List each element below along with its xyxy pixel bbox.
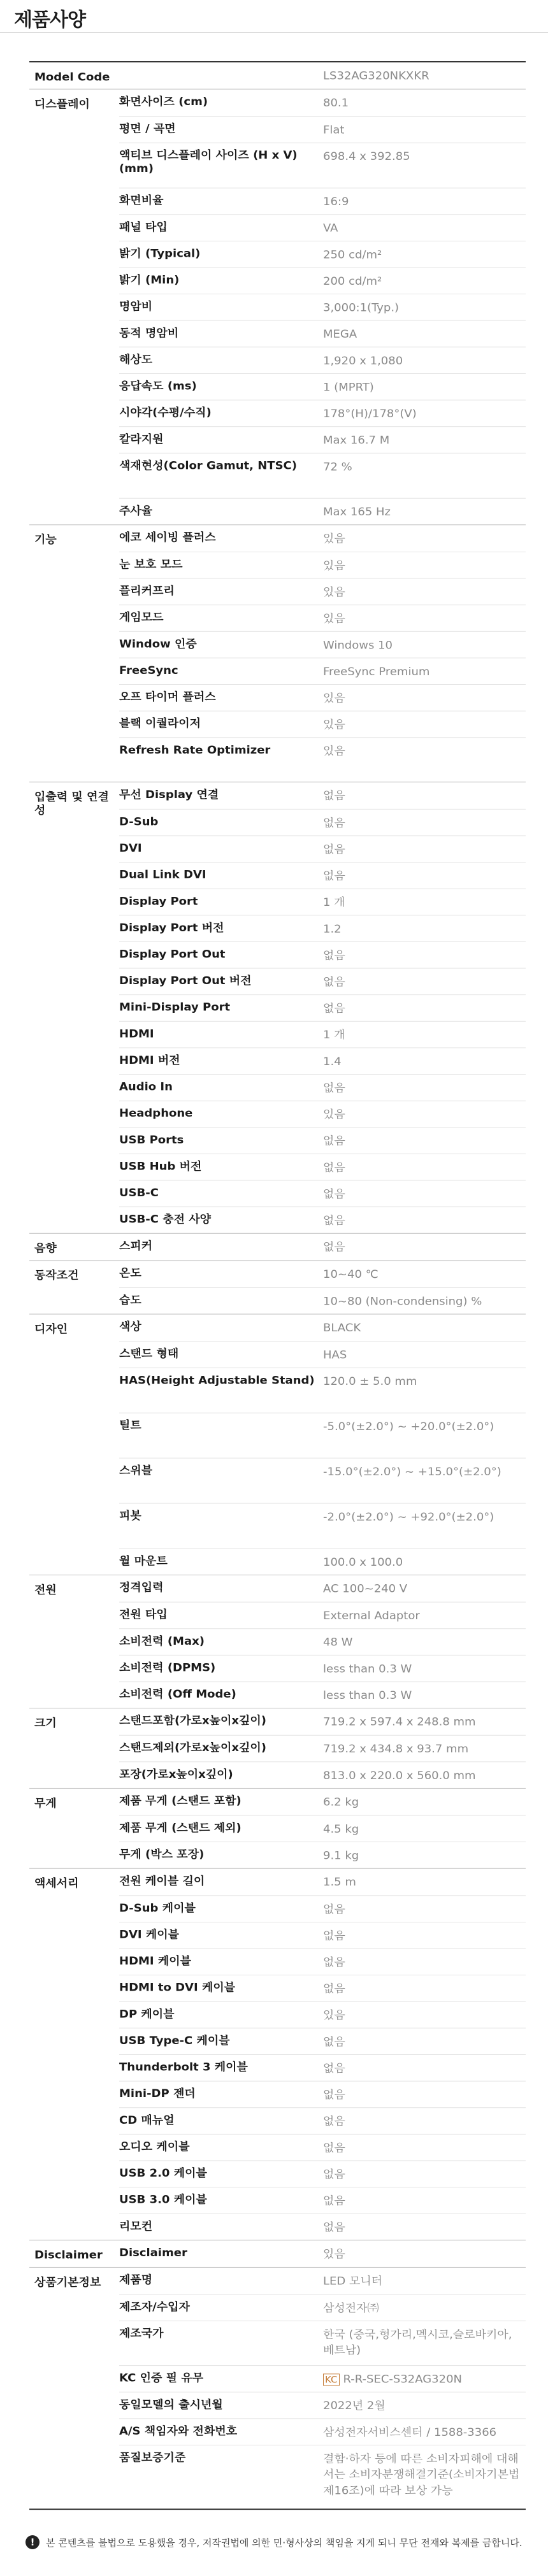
spec-category: 디자인 (34, 1323, 68, 1336)
spec-row (119, 62, 526, 89)
spec-row (119, 1735, 526, 1761)
spec-label: 시야각(수평/수직) (119, 406, 212, 419)
spec-row (119, 1154, 526, 1180)
spec-category: 무게 (34, 1796, 57, 1810)
spec-category: 상품기본정보 (34, 2275, 101, 2289)
spec-value: 719.2 x 597.4 x 248.8 mm (323, 1715, 476, 1728)
spec-category: 크기 (34, 1716, 57, 1729)
spec-label: USB Type-C 케이블 (119, 2034, 230, 2047)
spec-value: 결함·하자 등에 따른 소비자피해에 대해서는 소비자분쟁해결기준(소비자기본법 제16조)에 따라 보상 가능 (323, 2452, 520, 2497)
spec-value: 있음 (323, 585, 345, 599)
spec-label: Thunderbolt 3 케이블 (119, 2061, 248, 2073)
spec-label: USB 3.0 케이블 (119, 2193, 207, 2207)
spec-value: MEGA (323, 327, 357, 341)
spec-row (119, 657, 526, 684)
spec-row (119, 497, 526, 524)
spec-label: Display Port Out 버전 (119, 975, 252, 988)
spec-value: 없음 (323, 1956, 345, 1969)
spec-row (119, 1761, 526, 1788)
spec-row (119, 783, 526, 810)
spec-label: 주사율 (119, 504, 153, 517)
spec-group (29, 1575, 526, 1708)
spec-row (119, 1895, 526, 1922)
spec-row (119, 1708, 526, 1735)
spec-label: 스탠드제외(가로x높이x깊이) (119, 1741, 266, 1754)
spec-label: 정격입력 (119, 1581, 164, 1594)
spec-label: Disclaimer (119, 2246, 187, 2259)
spec-row (119, 995, 526, 1022)
spec-value: 698.4 x 392.85 (323, 150, 410, 163)
spec-label (119, 62, 323, 68)
spec-group (29, 2240, 526, 2267)
spec-row (119, 1127, 526, 1154)
spec-row (119, 889, 526, 915)
spec-value: 없음 (323, 949, 345, 962)
spec-value: 16:9 (323, 195, 349, 208)
spec-row (119, 2294, 526, 2321)
spec-row (119, 605, 526, 631)
spec-table (29, 61, 526, 2510)
spec-value: 있음 (323, 612, 345, 625)
spec-row (119, 1868, 526, 1895)
spec-label: 틸트 (119, 1419, 141, 1433)
spec-row (119, 1261, 526, 1288)
spec-label: 온도 (119, 1267, 141, 1280)
spec-row (119, 89, 526, 116)
spec-label: KC 인증 필 유무 (119, 2372, 204, 2385)
spec-label: DP 케이블 (119, 2007, 175, 2021)
spec-row (119, 836, 526, 862)
spec-row (119, 710, 526, 737)
spec-value: 없음 (323, 869, 345, 883)
spec-value: 삼성전자㈜ (323, 2301, 379, 2315)
spec-category: 동작조건 (34, 1269, 79, 1282)
spec-label: CD 매뉴얼 (119, 2114, 175, 2127)
spec-label: USB Hub 버전 (119, 1160, 202, 1173)
spec-row (119, 320, 526, 347)
spec-row (119, 294, 526, 320)
spec-value: 3,000:1(Typ.) (323, 301, 400, 315)
spec-group (29, 62, 526, 89)
spec-value: 있음 (323, 559, 345, 572)
spec-value: 1.5 m (323, 1875, 356, 1889)
spec-row (119, 1681, 526, 1708)
spec-label: Headphone (119, 1107, 193, 1120)
spec-value: 없음 (323, 2194, 345, 2207)
spec-label: A/S 책임자와 전화번호 (119, 2425, 238, 2438)
spec-label: 블랙 이퀄라이저 (119, 717, 201, 730)
spec-row (119, 809, 526, 836)
spec-label: 월 마운트 (119, 1554, 168, 1568)
spec-label: Window 인증 (119, 637, 197, 650)
spec-label: 전원 케이블 길이 (119, 1874, 205, 1887)
spec-value: LED 모니터 (323, 2274, 383, 2287)
spec-value: 10~40 ℃ (323, 1268, 379, 1281)
spec-label: 동적 명암비 (119, 326, 179, 340)
spec-value: 없음 (323, 1929, 345, 1942)
spec-row (119, 525, 526, 552)
spec-row (119, 2054, 526, 2081)
spec-value: HAS (323, 1349, 347, 1362)
spec-label: 밝기 (Typical) (119, 247, 201, 260)
spec-row (119, 1413, 526, 1458)
spec-value: less than 0.3 W (323, 1662, 412, 1675)
spec-label: 제품 무게 (스탠드 포함) (119, 1794, 242, 1807)
spec-row (119, 941, 526, 968)
spec-row (119, 1503, 526, 1548)
spec-label: 리모컨 (119, 2219, 153, 2233)
spec-group (29, 524, 526, 782)
spec-row (119, 2392, 526, 2419)
spec-label: 칼라지원 (119, 433, 164, 446)
spec-label: 평면 / 곡면 (119, 122, 176, 136)
spec-group (29, 1233, 526, 1261)
spec-row (119, 116, 526, 143)
kc-certification-icon: KC (323, 2374, 340, 2386)
spec-label: 제조국가 (119, 2327, 164, 2340)
spec-value: 없음 (323, 843, 345, 857)
spec-label: 제조자/수입자 (119, 2300, 190, 2314)
spec-label: 전원 타입 (119, 1608, 168, 1621)
spec-row (119, 241, 526, 268)
spec-value: 1 (MPRT) (323, 381, 374, 394)
spec-label: 화면비율 (119, 194, 164, 207)
spec-label: USB-C 충전 사양 (119, 1213, 212, 1226)
spec-value: 삼성전자서비스센터 / 1588-3366 (323, 2426, 497, 2439)
spec-row (119, 214, 526, 241)
spec-value: Flat (323, 124, 345, 137)
spec-value: less than 0.3 W (323, 1689, 412, 1702)
spec-row (119, 1628, 526, 1655)
spec-label: 소비전력 (Max) (119, 1635, 205, 1648)
spec-row (119, 1655, 526, 1682)
spec-row (119, 373, 526, 400)
spec-value: 4.5 kg (323, 1822, 359, 1836)
spec-value: 있음 (323, 2008, 345, 2022)
spec-row (119, 1922, 526, 1949)
spec-label: 스탠드 형태 (119, 1347, 179, 1361)
spec-row (119, 2133, 526, 2160)
spec-value-text: R-R-SEC-S32AG320N (343, 2373, 463, 2386)
spec-label: Audio In (119, 1080, 173, 1094)
spec-row (119, 1021, 526, 1048)
spec-label: 색상 (119, 1320, 141, 1334)
spec-value (323, 2366, 526, 2387)
spec-value: -5.0°(±2.0°) ~ +20.0°(±2.0°) (323, 1420, 494, 1433)
spec-value: 813.0 x 220.0 x 560.0 mm (323, 1769, 476, 1782)
spec-label: DVI (119, 842, 142, 855)
spec-row (119, 2267, 526, 2294)
spec-value: 없음 (323, 789, 345, 803)
spec-row (119, 1341, 526, 1368)
spec-value: 없음 (323, 1903, 345, 1916)
spec-label: 무선 Display 연결 (119, 789, 219, 801)
spec-value: 10~80 (Non-condensing) % (323, 1295, 482, 1308)
spec-value: Max 16.7 M (323, 434, 390, 447)
spec-category: Model Code (34, 71, 110, 83)
spec-value: -2.0°(±2.0°) ~ +92.0°(±2.0°) (323, 1510, 494, 1524)
spec-value: 없음 (323, 1134, 345, 1148)
spec-value: 있음 (323, 532, 345, 545)
spec-value: 있음 (323, 718, 345, 731)
spec-row (119, 1234, 526, 1261)
spec-row (119, 1048, 526, 1075)
spec-label: HDMI 버전 (119, 1054, 180, 1068)
spec-row (119, 2107, 526, 2134)
spec-row (119, 968, 526, 995)
spec-row (119, 2160, 526, 2187)
spec-value: External Adaptor (323, 1609, 420, 1622)
spec-label: 습도 (119, 1294, 141, 1307)
spec-value: 없음 (323, 2115, 345, 2128)
spec-value: AC 100~240 V (323, 1582, 408, 1595)
spec-group (29, 1314, 526, 1575)
spec-label: 화면사이즈 (cm) (119, 95, 208, 108)
spec-value: 120.0 ± 5.0 mm (323, 1375, 417, 1389)
spec-row (119, 1315, 526, 1342)
spec-group (29, 2267, 526, 2509)
spec-category: Disclaimer (34, 2249, 103, 2262)
spec-row (119, 1575, 526, 1602)
spec-value: 250 cd/m² (323, 248, 382, 261)
spec-row (119, 2240, 526, 2267)
spec-label: 눈 보호 모드 (119, 557, 183, 571)
spec-label: Display Port (119, 895, 198, 908)
spec-value: 없음 (323, 1982, 345, 1995)
spec-label: 무게 (박스 포장) (119, 1848, 205, 1861)
spec-value: 없음 (323, 1002, 345, 1015)
spec-label: USB Ports (119, 1134, 184, 1147)
spec-label: 해상도 (119, 353, 153, 366)
spec-value: 48 W (323, 1636, 353, 1649)
spec-value: FreeSync Premium (323, 665, 430, 678)
spec-row (119, 1368, 526, 1413)
spec-label: 색재현성(Color Gamut, NTSC) (119, 459, 297, 472)
spec-value: 없음 (323, 2088, 345, 2101)
spec-value: 한국 (중국,헝가리,멕시코,슬로바키아,베트남) (323, 2328, 512, 2357)
spec-value: 없음 (323, 2168, 345, 2181)
spec-row (119, 399, 526, 426)
spec-row (119, 1074, 526, 1101)
spec-label: HDMI 케이블 (119, 1954, 192, 1968)
spec-label: 밝기 (Min) (119, 273, 180, 287)
exclamation-icon: ! (25, 2535, 40, 2549)
spec-label: HDMI to DVI 케이블 (119, 1981, 236, 1994)
spec-row (119, 347, 526, 373)
spec-row (119, 1815, 526, 1842)
spec-row (119, 426, 526, 453)
spec-row (119, 1101, 526, 1127)
spec-label: 액티브 디스플레이 사이즈 (H x V) (mm) (119, 149, 298, 175)
spec-category: 액세서리 (34, 1877, 79, 1890)
spec-label: 오디오 케이블 (119, 2140, 190, 2153)
spec-row (119, 187, 526, 214)
spec-row (119, 2321, 526, 2366)
spec-row (119, 2001, 526, 2028)
spec-group (29, 1261, 526, 1314)
spec-row (119, 143, 526, 188)
spec-row (119, 737, 526, 782)
spec-label: 게임모드 (119, 611, 164, 624)
spec-row (119, 915, 526, 942)
spec-value: 6.2 kg (323, 1795, 359, 1808)
spec-row (119, 2213, 526, 2240)
spec-group (29, 1868, 526, 2240)
spec-row (119, 267, 526, 294)
spec-label: 품질보증기준 (119, 2451, 186, 2465)
title-divider (0, 32, 548, 33)
spec-label: Mini-Display Port (119, 1001, 231, 1014)
spec-row (119, 1287, 526, 1314)
spec-value: 없음 (323, 2141, 345, 2154)
spec-value: 없음 (323, 976, 345, 989)
spec-label: 스위블 (119, 1464, 153, 1477)
spec-row (119, 631, 526, 657)
spec-value: 72 % (323, 460, 352, 473)
spec-row (119, 2028, 526, 2054)
spec-value: 없음 (323, 817, 345, 830)
spec-label: D-Sub 케이블 (119, 1901, 196, 1915)
spec-value: 있음 (323, 2247, 345, 2261)
spec-group (29, 782, 526, 1233)
spec-value: -15.0°(±2.0°) ~ +15.0°(±2.0°) (323, 1465, 501, 1478)
spec-label: 동일모델의 출시년월 (119, 2398, 223, 2412)
spec-label: 오프 타이머 플러스 (119, 691, 216, 703)
spec-value: LS32AG320NKXKR (323, 69, 429, 83)
spec-category: 디스플레이 (34, 97, 90, 111)
spec-label: HDMI (119, 1027, 154, 1041)
spec-category: 음향 (34, 1242, 57, 1256)
spec-category: 입출력 및 연결성 (34, 791, 109, 817)
spec-label: Dual Link DVI (119, 868, 206, 882)
spec-value: 없음 (323, 2221, 345, 2234)
spec-row (119, 1842, 526, 1868)
spec-label: Display Port 버전 (119, 922, 224, 934)
spec-value: 없음 (323, 2061, 345, 2075)
spec-value: 없음 (323, 1082, 345, 1095)
spec-value: BLACK (323, 1322, 361, 1335)
spec-row (119, 1180, 526, 1207)
spec-row (119, 453, 526, 498)
spec-group (29, 89, 526, 525)
spec-label: 피봇 (119, 1509, 141, 1522)
spec-value: 100.0 x 100.0 (323, 1556, 403, 1569)
spec-label: 패널 타입 (119, 220, 168, 234)
spec-value: 200 cd/m² (323, 275, 382, 288)
spec-value: 9.1 kg (323, 1849, 359, 1862)
spec-label: 플리커프리 (119, 584, 175, 597)
spec-label: 소비전력 (Off Mode) (119, 1687, 236, 1701)
page-title: 제품사양 (14, 9, 85, 31)
spec-value: 719.2 x 434.8 x 93.7 mm (323, 1742, 469, 1756)
spec-value: 178°(H)/178°(V) (323, 407, 417, 420)
spec-value: 없음 (323, 1188, 345, 1201)
spec-value: Windows 10 (323, 638, 393, 652)
spec-row (119, 2365, 526, 2392)
spec-value: 있음 (323, 745, 345, 758)
spec-value: 1 개 (323, 896, 345, 910)
spec-row (119, 1601, 526, 1628)
spec-label: 포장(가로x높이x깊이) (119, 1768, 233, 1781)
spec-label: 소비전력 (DPMS) (119, 1661, 216, 1674)
spec-label: 스피커 (119, 1240, 153, 1253)
spec-label: 제품명 (119, 2273, 153, 2286)
spec-label: 스탠드포함(가로x높이x깊이) (119, 1714, 266, 1728)
spec-row (119, 1788, 526, 1815)
spec-row (119, 1458, 526, 1503)
spec-value: 없음 (323, 2035, 345, 2049)
spec-row (119, 2080, 526, 2107)
spec-label: D-Sub (119, 815, 159, 829)
spec-row (119, 862, 526, 889)
spec-row (119, 1975, 526, 2001)
spec-label: Display Port Out (119, 948, 226, 961)
spec-row (119, 578, 526, 605)
spec-value: 2022년 2월 (323, 2400, 386, 2413)
spec-value: 1,920 x 1,080 (323, 354, 403, 368)
spec-value: VA (323, 222, 338, 235)
spec-label: 응답속도 (ms) (119, 380, 197, 393)
copyright-notice (25, 2535, 523, 2549)
spec-value: Max 165 Hz (323, 505, 391, 519)
spec-group (29, 1708, 526, 1788)
spec-category: 기능 (34, 533, 57, 547)
spec-value: 없음 (323, 1161, 345, 1175)
spec-label: HAS(Height Adjustable Stand) (119, 1374, 315, 1387)
spec-label: USB-C (119, 1187, 159, 1200)
spec-label: 에코 세이빙 플러스 (119, 531, 216, 544)
spec-label: Mini-DP 젠더 (119, 2087, 196, 2100)
spec-row (119, 2187, 526, 2214)
spec-label: Refresh Rate Optimizer (119, 743, 271, 757)
spec-value: 1.2 (323, 923, 342, 936)
spec-value: 1 개 (323, 1029, 345, 1042)
spec-value: 80.1 (323, 96, 349, 110)
spec-row (119, 552, 526, 578)
spec-value: 1.4 (323, 1055, 342, 1068)
spec-value: 없음 (323, 1214, 345, 1227)
spec-label: FreeSync (119, 664, 178, 677)
spec-value: 있음 (323, 1108, 345, 1122)
spec-row (119, 1548, 526, 1575)
spec-label: USB 2.0 케이블 (119, 2166, 207, 2180)
copyright-text: 본 콘텐츠를 불법으로 도용했을 경우, 저작권법에 의한 민·형사상의 책임을 지게 되니 무단 전재와 복제를 금합니다. (46, 2537, 523, 2549)
spec-row (119, 2419, 526, 2445)
spec-category: 전원 (34, 1583, 57, 1596)
spec-row (119, 2445, 526, 2508)
spec-value: 없음 (323, 1241, 345, 1254)
spec-row (119, 1948, 526, 1975)
spec-label: DVI 케이블 (119, 1928, 179, 1941)
spec-label: 제품 무게 (스탠드 제외) (119, 1821, 242, 1835)
spec-value: 있음 (323, 691, 345, 705)
spec-label: 명암비 (119, 300, 153, 313)
spec-row (119, 684, 526, 711)
spec-group (29, 1788, 526, 1868)
spec-row (119, 1207, 526, 1234)
